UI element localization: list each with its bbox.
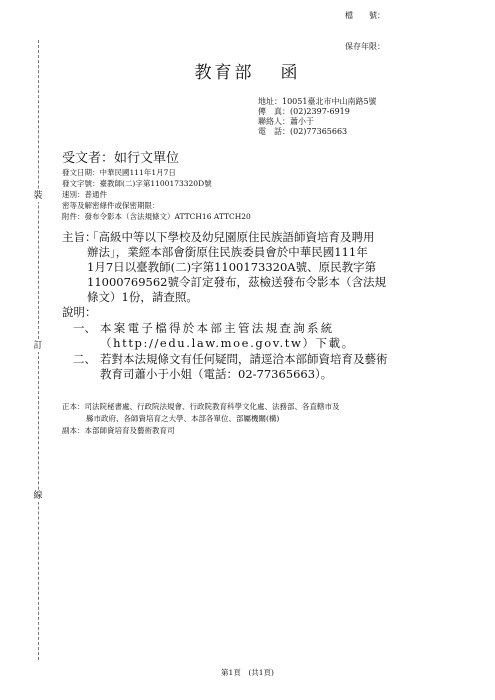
issue-date: 發文日期：中華民國111年1月7日: [62, 168, 176, 177]
primary-recipients: 縣市政府、各師資培育之大學、本部各單位、部屬機關(構): [86, 414, 280, 423]
subject-line: 11000769562號令訂定發布，茲檢送發布令影本（含法規: [87, 275, 386, 289]
recipient: 受文者：如行文單位: [62, 151, 180, 166]
explanation-item-num: 一、: [73, 321, 96, 335]
issue-number: 發文字號：臺教師(二)字第1100173320D號: [62, 179, 212, 188]
primary-recipients: 正本：司法院秘書處、行政院法規會、行政院教育科學文化處、法務部、各直轄市及: [62, 402, 340, 411]
speed-class: 速別：普通件: [62, 190, 107, 199]
file-number-label: 檔 號：: [345, 11, 385, 20]
explanation-label: 說明：: [62, 305, 97, 319]
document-title: [0, 58, 495, 83]
contact-address: 地址：10051臺北市中山南路5號: [258, 97, 377, 106]
contact-phone: 電 話：(02)77365663: [258, 127, 348, 136]
binding-char-zhuang: 裝: [31, 190, 45, 202]
binding-char-xian: 線: [31, 490, 45, 502]
page-number: 第1頁 (共1頁): [221, 668, 274, 677]
subject-line: 辦法」，業經本部會銜原住民族委員會於中華民國111年: [87, 245, 368, 259]
confidentiality: 密等及解密條件或保密期限：: [62, 201, 160, 210]
contact-person: 聯絡人：蕭小于: [258, 117, 314, 126]
explanation-item-line: 本案電子檔得於本部主管法規查詢系統: [100, 321, 335, 335]
binding-char-ding: 訂: [31, 340, 45, 352]
retention-label: 保存年限：: [345, 42, 385, 51]
explanation-item-line: （http://edu.law.moe.gov.tw）下載。: [100, 336, 355, 350]
attachment: 附件：發布令影本（含法規條文）ATTCH16 ATTCH20: [62, 212, 251, 221]
explanation-item-line: 教育司蕭小于小姐（電話：02-77365663）。: [100, 367, 333, 381]
subject-line: 條文）1份，請查照。: [87, 290, 198, 304]
subject-line: 「高級中等以下學校及幼兒園原住民族語師資培育及聘用: [87, 230, 375, 244]
contact-fax: 傳 真：(02)2397-6919: [258, 107, 350, 116]
document-type: 函: [280, 63, 301, 83]
explanation-item-num: 二、: [73, 352, 96, 366]
document-org: 教育部: [194, 63, 255, 83]
explanation-item-line: 若對本法規條文有任何疑問，請逕洽本部師資培育及藝術: [100, 352, 388, 366]
subject-label: 主旨：: [62, 230, 97, 244]
copy-recipients: 副本：本部師資培育及藝術教育司: [62, 426, 175, 435]
subject-line: 1月7日以臺教師(二)字第1100173320A號、原民教字第: [87, 260, 377, 274]
subject-body: [87, 230, 447, 305]
